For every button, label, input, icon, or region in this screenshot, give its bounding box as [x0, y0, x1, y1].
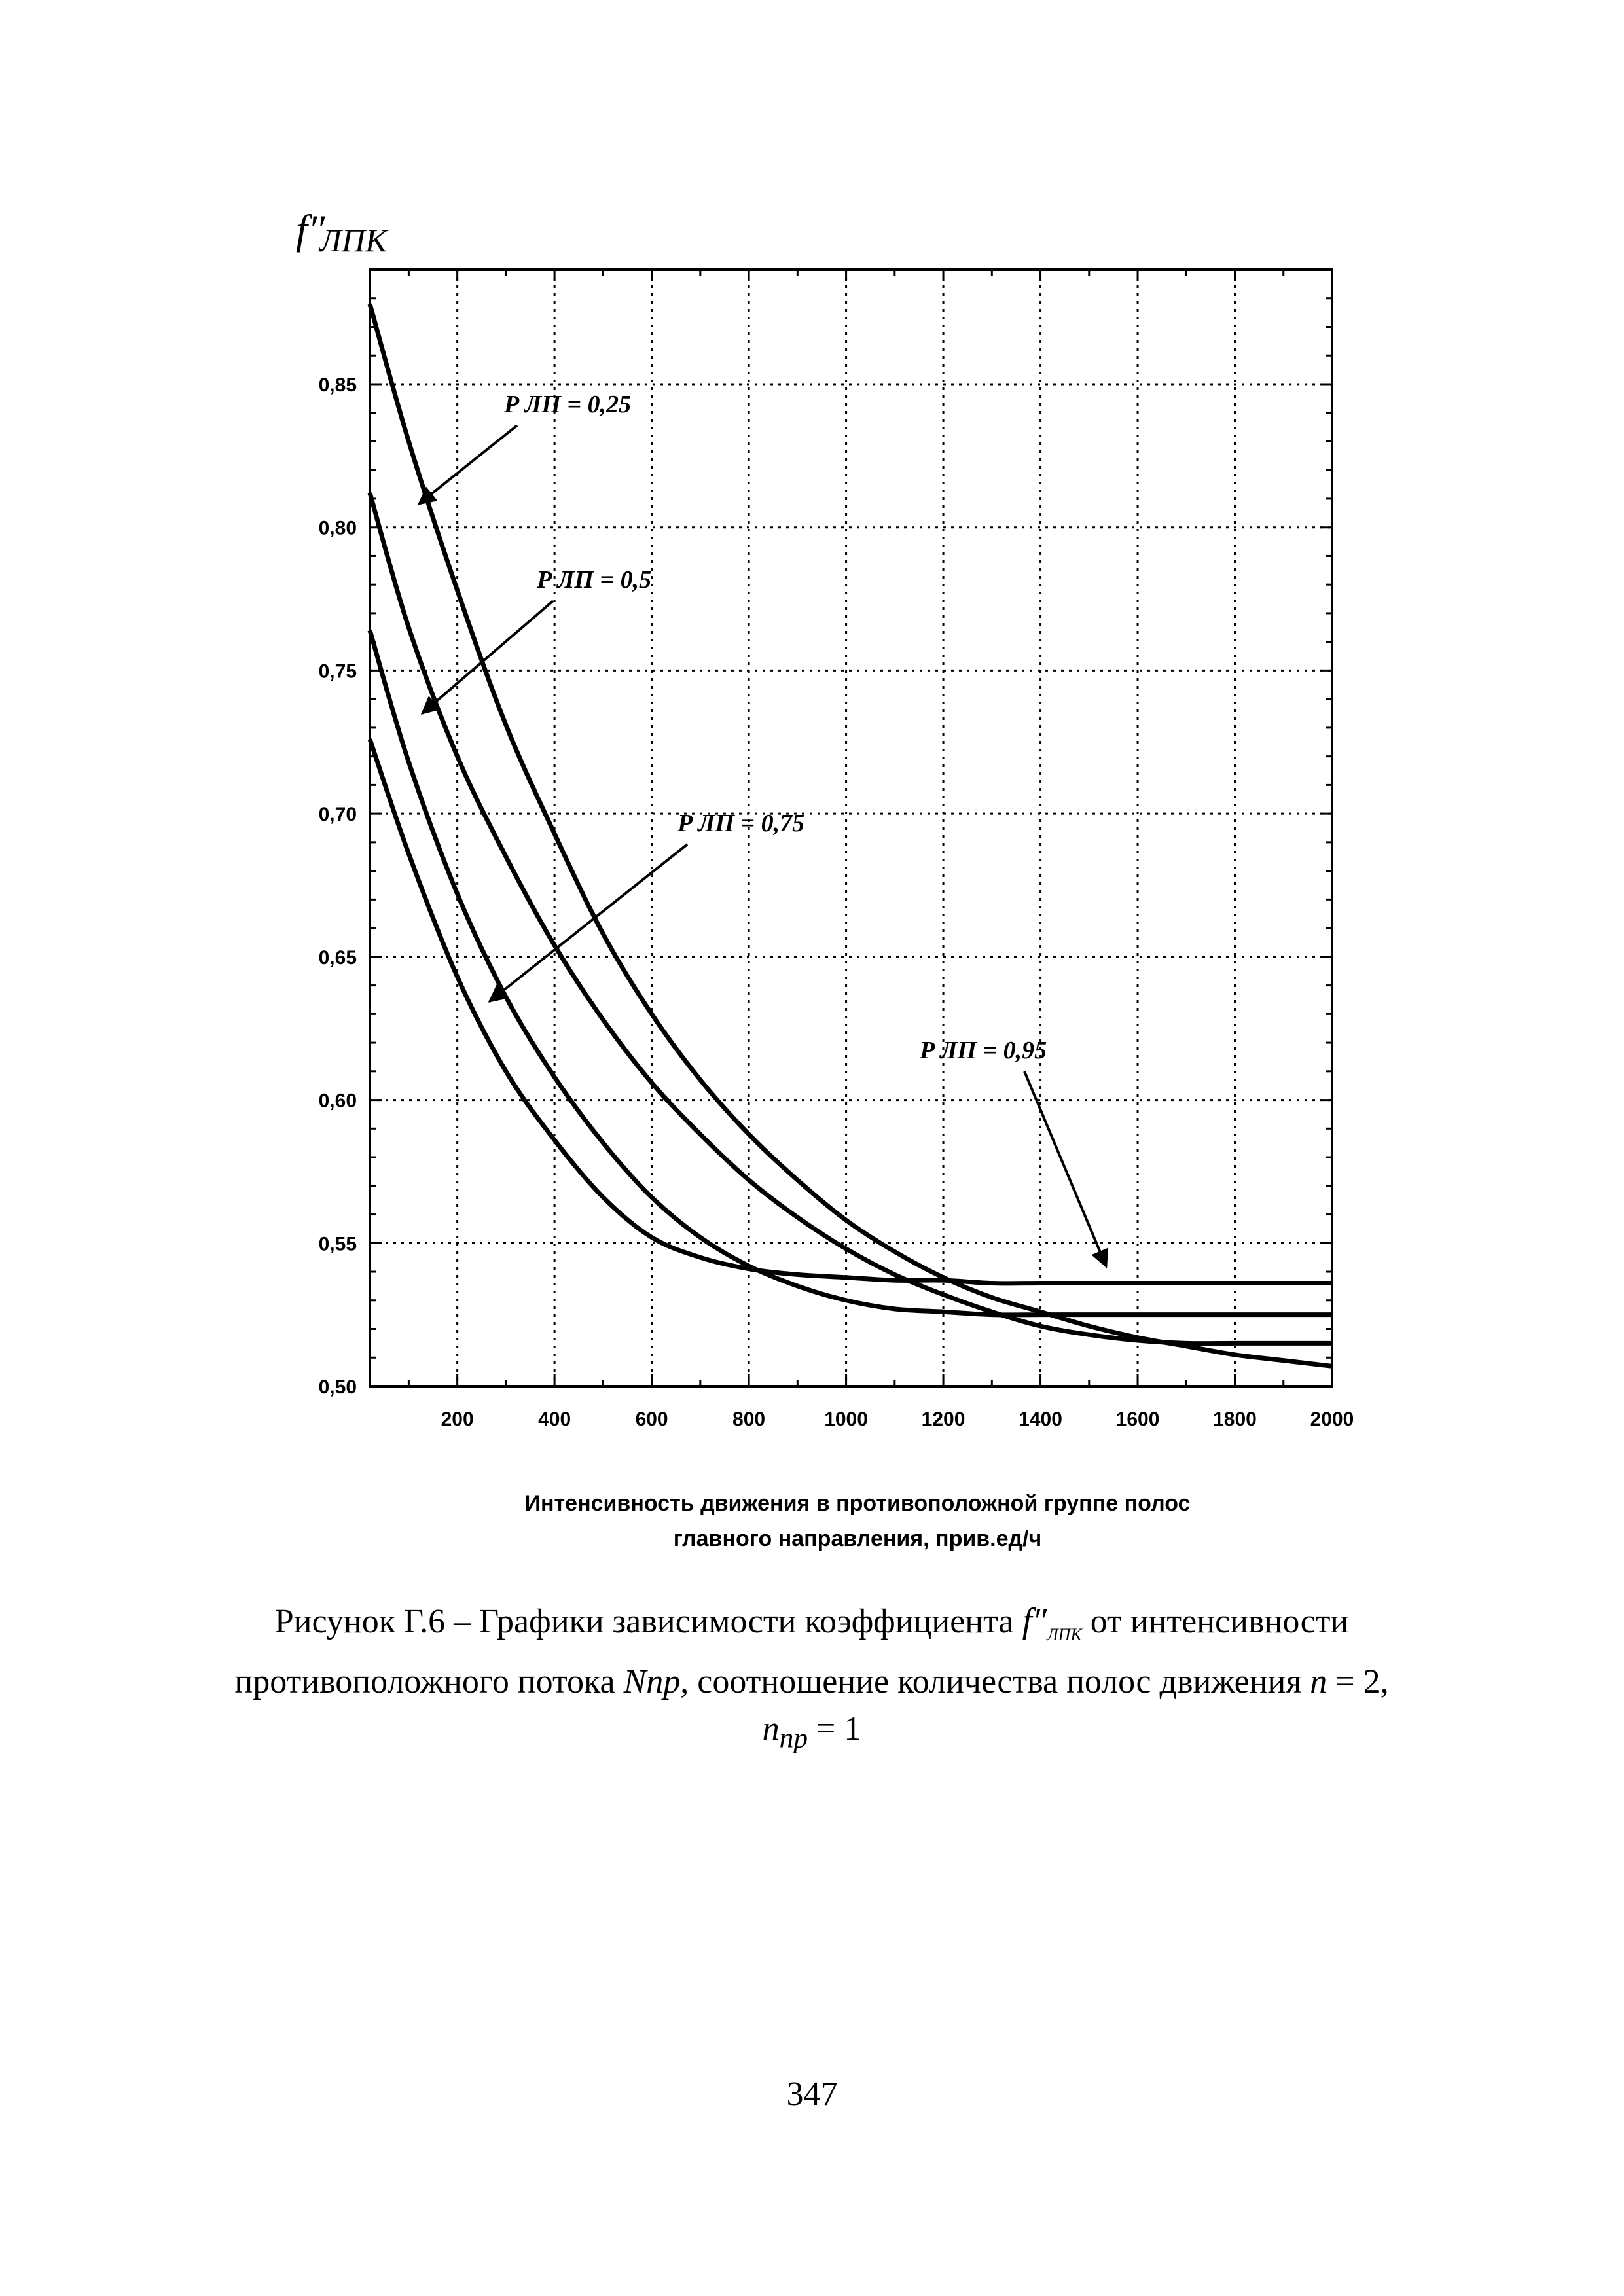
grid	[370, 270, 1332, 1386]
caption-f-symbol	[1022, 1601, 1082, 1644]
x-tick-label-1800: 1800	[1213, 1408, 1257, 1430]
x-tick-label-1600: 1600	[1115, 1408, 1160, 1430]
y-tick-label-7: 0,85	[318, 374, 357, 396]
y-tick-label-0: 0,50	[318, 1376, 357, 1398]
caption-prefix: Рисунок Г.6 – Графики зависимости коэффициента	[274, 1603, 1014, 1640]
x-tick-label-1200: 1200	[921, 1408, 965, 1430]
y-tick-label-4: 0,70	[318, 804, 357, 826]
x-tick-label-2000: 2000	[1310, 1408, 1354, 1430]
y-tick-label-2: 0,60	[318, 1090, 357, 1112]
caption-var-n: n	[1310, 1662, 1327, 1700]
x-tick-label-400: 400	[538, 1408, 571, 1430]
y-axis-label: f″	[296, 206, 325, 253]
x-tick-label-1400: 1400	[1019, 1408, 1062, 1430]
page-number: 347	[786, 2075, 838, 2113]
annotation-arrow-2	[490, 844, 687, 1001]
series-label-0: P ЛП = 0,25	[504, 391, 632, 418]
annotations	[419, 391, 1106, 1266]
series-line-1	[370, 493, 1332, 1344]
x-tick-label-800: 800	[732, 1408, 766, 1430]
y-axis-label-subscript: ЛПК	[319, 222, 388, 259]
x-axis-label-line2: главного направления, прив.ед/ч	[673, 1526, 1042, 1551]
caption-npr-eq: = 1	[816, 1710, 861, 1748]
caption-line2-a: противоположного потока	[234, 1662, 615, 1700]
y-tick-label-3: 0,65	[318, 946, 357, 969]
caption-npr-n: n	[762, 1710, 780, 1748]
annotation-arrow-0	[419, 425, 517, 504]
axis-ticks	[319, 270, 1354, 1430]
caption-line-1	[151, 1597, 1473, 1659]
caption-line2-b: , соотношение количества полос движения	[680, 1662, 1302, 1700]
series-label-3: P ЛП = 0,95	[920, 1037, 1047, 1064]
y-tick-label-6: 0,80	[318, 517, 357, 539]
series-label-1: P ЛП = 0,5	[537, 566, 652, 594]
x-tick-label-200: 200	[441, 1408, 474, 1430]
caption-f-sub: ЛПК	[1047, 1624, 1082, 1644]
figure-caption	[151, 1597, 1473, 1761]
curves	[370, 304, 1332, 1366]
series-line-0	[370, 304, 1332, 1366]
y-tick-label-1: 0,55	[318, 1233, 357, 1255]
caption-middle: от интенсивности	[1090, 1603, 1349, 1640]
plot-border	[370, 270, 1332, 1386]
series-label-2: P ЛП = 0,75	[677, 810, 805, 837]
caption-var-n-pr	[762, 1710, 808, 1754]
y-tick-label-5: 0,75	[318, 660, 357, 683]
x-tick-label-1000: 1000	[824, 1408, 868, 1430]
x-axis-label-line1: Интенсивность движения в противоположной группе полос	[524, 1491, 1191, 1516]
caption-line-3	[151, 1706, 1473, 1761]
caption-var-npr: Nпр	[623, 1662, 681, 1700]
annotation-arrow-1	[422, 601, 553, 713]
caption-line-2	[151, 1659, 1473, 1706]
caption-npr-sub: пр	[779, 1722, 808, 1754]
x-tick-label-600: 600	[635, 1408, 668, 1430]
series-line-2	[370, 630, 1332, 1315]
plot-frame	[370, 270, 1332, 1386]
caption-n-eq: = 2,	[1335, 1662, 1389, 1700]
caption-f: f″	[1022, 1601, 1047, 1640]
